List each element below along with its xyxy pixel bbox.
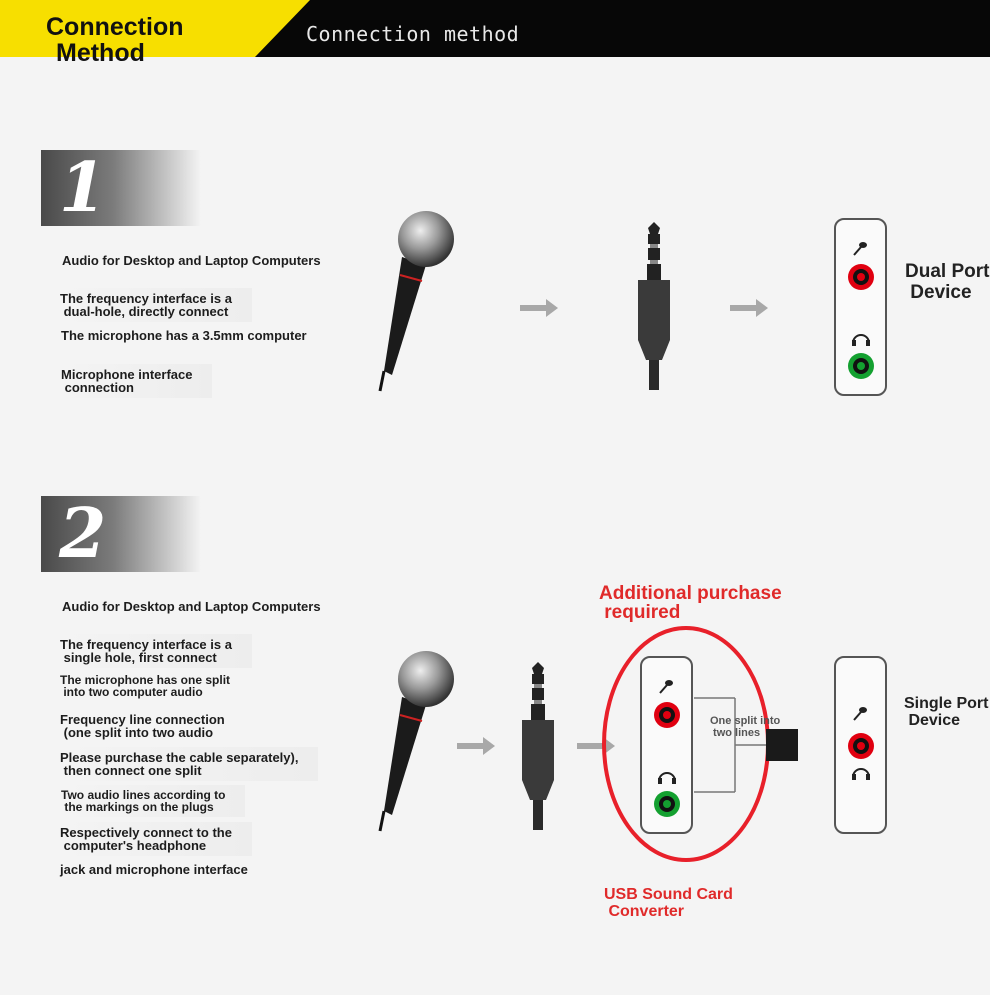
dual-port-device-label: Dual Port Device [905,261,990,303]
step-2-number: 2 [59,494,107,574]
single-port-device-label: Single Port Device [904,695,989,729]
audio-plug-icon [520,660,556,832]
arrow-right-icon [730,298,768,318]
arrow-right-icon [457,736,495,756]
microphone-icon [370,645,470,840]
dual-port-device [834,218,888,398]
audio-plug-icon [636,220,672,392]
arrow-right-icon [520,298,558,318]
step-1-text-4: Microphone interface connection [61,364,212,398]
step-1-badge [41,150,201,226]
step-1-number: 1 [59,148,107,228]
step-2-text-4: Frequency line connection (one split into two audio [60,712,225,740]
usb-sound-card-converter [640,656,810,836]
step-2-text-7: Respectively connect to the computer's headphone [60,822,252,856]
title-line-1: Connection [46,13,184,41]
single-port-device [834,656,888,836]
usb-converter-label: USB Sound Card Converter [604,886,733,920]
step-2-text-1: Audio for Desktop and Laptop Computers [62,599,321,614]
page-title [46,14,184,66]
step-2-text-3: The microphone has one split into two computer audio [60,673,231,699]
step-1-text-2: The frequency interface is a dual-hole, directly connect [60,288,252,322]
title-line-2: Method [56,39,145,67]
step-1-text-1: Audio for Desktop and Laptop Computers [62,253,321,268]
page-subtitle: Connection method [306,22,520,46]
step-2-text-6: Two audio lines according to the markings on the plugs [61,785,245,817]
split-note: One split into two lines [710,715,781,739]
step-2-text-2: The frequency interface is a single hole, first connect [60,634,252,668]
step-2-badge [41,496,201,572]
additional-purchase-note: Additional purchase required [599,583,782,623]
microphone-icon [370,205,470,400]
step-2-text-5: Please purchase the cable separately), then connect one split [60,747,318,781]
header-bar [0,0,990,67]
step-2-text-8: jack and microphone interface [60,862,248,877]
step-1-text-3: The microphone has a 3.5mm computer [61,328,307,343]
